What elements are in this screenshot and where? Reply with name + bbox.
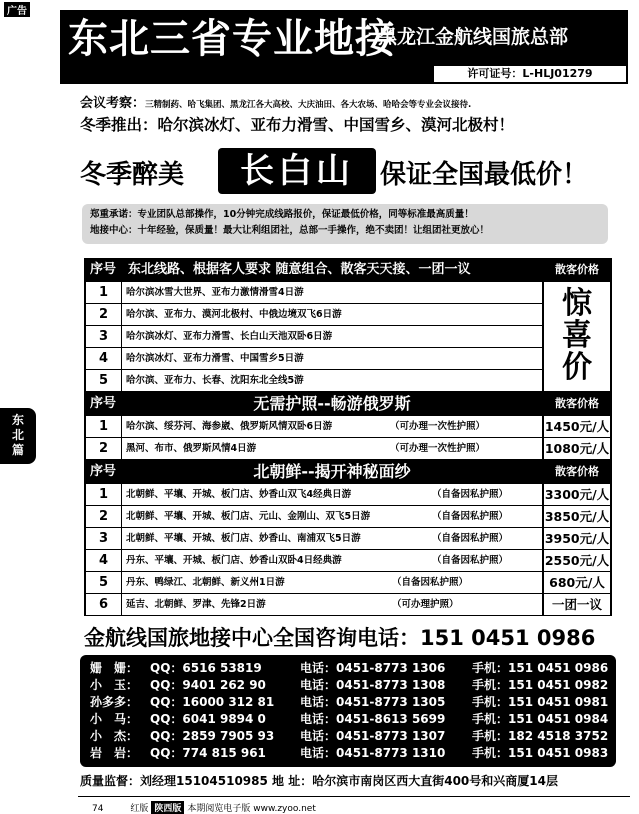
contact-mobile: 手机：151 0451 0981	[472, 695, 609, 709]
table-header	[84, 392, 612, 416]
section-tab-northeast	[0, 408, 36, 464]
contacts-box	[80, 655, 616, 767]
row-no: 2	[86, 506, 122, 527]
quality-supervision: 质量监督：刘经理15104510985	[80, 774, 268, 788]
promo-left: 冬季醉美	[80, 160, 185, 190]
edition-label: 红版	[130, 804, 149, 814]
table-row	[84, 416, 612, 438]
site-text: 本期阅览电子版 www.zyoo.net	[187, 804, 316, 814]
row-desc	[122, 572, 544, 593]
table-header	[84, 258, 612, 282]
surprise-char-1: 惊	[562, 286, 592, 321]
table-row	[84, 438, 612, 460]
contact-name: 岩 岩：	[90, 746, 139, 760]
row-no: 5	[86, 572, 122, 593]
russia-routes-table	[84, 392, 612, 460]
contact-name: 小 杰：	[90, 729, 139, 743]
surprise-price-cell	[542, 282, 612, 392]
col-title: 无需护照--畅游俄罗斯	[253, 394, 411, 413]
row-price: 3850元/人	[542, 506, 612, 527]
row-price: 3950元/人	[542, 528, 612, 549]
contact-row	[88, 711, 608, 728]
table-row	[84, 550, 612, 572]
col-no: 序号	[89, 262, 116, 277]
col-no: 序号	[89, 396, 116, 411]
contact-tel: 电话：0451-8773 1307	[300, 729, 446, 743]
contact-mobile: 手机：151 0451 0982	[472, 678, 609, 692]
contact-tel: 电话：0451-8773 1310	[300, 746, 446, 760]
col-title: 北朝鲜--揭开神秘面纱	[253, 462, 411, 481]
meeting-line	[80, 92, 471, 111]
contact-row	[88, 677, 608, 694]
meeting-text: 三精制药、哈飞集团、黑龙江各大高校、大庆油田、各大农场、哈哈会等专业会议接待.	[145, 100, 472, 110]
row-desc-text: 黑河、布市、俄罗斯风情4日游	[126, 443, 257, 454]
table-row	[84, 506, 612, 528]
row-note: （可办理一次性护照）	[390, 421, 486, 432]
row-price: 1080元/人	[542, 438, 612, 459]
contact-qq: QQ：774 815 961	[150, 746, 266, 760]
contact-name: 姗 姗：	[90, 661, 139, 675]
row-desc: 哈尔滨冰灯、亚布力滑雪、长白山天池双卧6日游	[126, 331, 333, 342]
row-note: （自备因私护照）	[432, 489, 509, 500]
promise-box	[82, 204, 608, 244]
col-price: 散客价格	[555, 397, 599, 410]
side-tab-char-1: 东	[11, 413, 24, 427]
row-desc	[122, 506, 544, 527]
row-desc	[122, 416, 544, 437]
row-price: 一团一议	[542, 594, 612, 615]
table-row	[84, 484, 612, 506]
surprise-char-3: 价	[562, 350, 592, 385]
row-desc: 哈尔滨、亚布力、长春、沈阳东北全线5游	[126, 375, 304, 386]
contact-tel: 电话：0451-8773 1305	[300, 695, 446, 709]
footer-divider	[78, 796, 630, 797]
row-desc-text: 北朝鲜、平壤、开城、板门店、妙香山、南浦双飞5日游	[126, 533, 361, 544]
row-desc-text: 丹东、鸭绿江、北朝鲜、新义州1日游	[126, 577, 285, 588]
northeast-routes-table	[84, 258, 612, 392]
row-no: 1	[86, 416, 122, 437]
row-note: （可办理护照）	[392, 599, 459, 610]
table-row	[84, 304, 612, 326]
promo-banner	[80, 148, 620, 198]
contact-tel: 电话：0451-8613 5699	[300, 712, 446, 726]
table-row	[84, 572, 612, 594]
hotline-number: 151 0451 0986	[420, 626, 596, 650]
row-price: 680元/人	[542, 572, 612, 593]
col-no: 序号	[89, 464, 116, 479]
promise-line-2: 地接中心：十年经验，保质量！最大让利组团社，总部一手操作，绝不卖团！让组团社更放心！	[90, 225, 490, 236]
contact-mobile: 手机：182 4518 3752	[472, 729, 609, 743]
row-desc	[122, 438, 544, 459]
contact-qq: QQ：2859 7905 93	[150, 729, 275, 743]
row-no: 1	[86, 282, 122, 303]
col-price: 散客价格	[555, 465, 599, 478]
row-no: 2	[86, 304, 122, 325]
header-banner	[60, 10, 628, 84]
winter-line	[80, 113, 514, 135]
row-desc-text: 延吉、北朝鲜、罗津、先锋2日游	[126, 599, 266, 610]
side-tab-char-2: 北	[11, 428, 24, 442]
north-korea-routes-table	[84, 460, 612, 616]
row-no: 2	[86, 438, 122, 459]
row-note: （自备因私护照）	[392, 577, 469, 588]
row-desc	[122, 484, 544, 505]
contact-tel: 电话：0451-8773 1308	[300, 678, 446, 692]
promo-right: 保证全国最低价！	[380, 160, 589, 190]
table-row	[84, 326, 612, 348]
contact-qq: QQ：9401 262 90	[150, 678, 266, 692]
contact-qq: QQ：6516 53819	[150, 661, 262, 675]
row-no: 3	[86, 326, 122, 347]
section-badge: 陕西版	[151, 801, 184, 814]
row-note: （自备因私护照）	[432, 533, 509, 544]
row-price: 3300元/人	[542, 484, 612, 505]
surprise-char-2: 喜	[562, 318, 592, 353]
table-row	[84, 348, 612, 370]
row-no: 4	[86, 550, 122, 571]
row-desc	[122, 528, 544, 549]
promise-line-1: 郑重承诺：专业团队总部操作，10分钟完成线路报价，保证最低价格，同等标准最高质量！	[90, 209, 474, 220]
row-no: 1	[86, 484, 122, 505]
row-note: （自备因私护照）	[432, 511, 509, 522]
contact-qq: QQ：16000 312 81	[150, 695, 275, 709]
footer-info	[80, 772, 558, 789]
contact-row	[88, 745, 608, 762]
row-desc: 哈尔滨冰灯、亚布力滑雪、中国雪乡5日游	[126, 353, 304, 364]
row-desc	[122, 594, 544, 615]
contact-mobile: 手机：151 0451 0986	[472, 661, 609, 675]
hotline-heading	[84, 622, 595, 652]
row-desc-text: 北朝鲜、平壤、开城、板门店、元山、金刚山、双飞5日游	[126, 511, 371, 522]
row-desc-text: 北朝鲜、平壤、开城、板门店、妙香山双飞4经典日游	[126, 489, 352, 500]
row-desc-text: 哈尔滨、绥芬河、海参崴、俄罗斯风情双卧6日游	[126, 421, 333, 432]
contact-mobile: 手机：151 0451 0984	[472, 712, 609, 726]
row-no: 6	[86, 594, 122, 615]
license-number: 许可证号：L-HLJ01279	[432, 64, 628, 84]
contact-row	[88, 728, 608, 745]
col-title: 东北线路、根据客人要求 随意组合、散客天天接、一团一议	[128, 262, 471, 277]
row-note: （自备因私护照）	[432, 555, 509, 566]
table-row	[84, 282, 612, 304]
contact-mobile: 手机：151 0451 0983	[472, 746, 609, 760]
promo-changbaishan-logo: 长白山	[218, 148, 376, 194]
row-desc	[122, 550, 544, 571]
row-no: 5	[86, 370, 122, 391]
winter-label: 冬季推出：	[80, 116, 158, 134]
contact-row	[88, 694, 608, 711]
contact-tel: 电话：0451-8773 1306	[300, 661, 446, 675]
header-agency-name: 黑龙江金航线国旅总部	[378, 26, 569, 48]
contact-row	[88, 660, 608, 677]
page-number: 74	[92, 804, 104, 814]
hotline-label: 金航线国旅地接中心全国咨询电话：	[84, 626, 420, 650]
contact-name: 小 玉：	[90, 678, 139, 692]
ad-tag: 广告	[4, 2, 30, 17]
table-row	[84, 528, 612, 550]
table-header	[84, 460, 612, 484]
contact-name: 小 马：	[90, 712, 139, 726]
header-main-title: 东北三省专业地接	[68, 16, 396, 62]
row-desc: 哈尔滨、亚布力、漠河北极村、中俄边境双飞6日游	[126, 309, 342, 320]
table-row	[84, 370, 612, 392]
row-no: 4	[86, 348, 122, 369]
row-desc-text: 丹东、平壤、开城、板门店、妙香山双卧4日经典游	[126, 555, 342, 566]
row-price: 1450元/人	[542, 416, 612, 437]
address: 地 址：哈尔滨市南岗区西大直街400号和兴商厦14层	[272, 774, 558, 788]
row-price: 2550元/人	[542, 550, 612, 571]
table-row	[84, 594, 612, 616]
row-no: 3	[86, 528, 122, 549]
col-price: 散客价格	[555, 263, 599, 276]
contact-qq: QQ：6041 9894 0	[150, 712, 266, 726]
contact-name: 孙多多：	[90, 695, 139, 709]
meeting-label: 会议考察：	[80, 96, 146, 111]
row-desc: 哈尔滨冰雪大世界、亚布力激情滑雪4日游	[126, 287, 304, 298]
winter-text: 哈尔滨冰灯、亚布力滑雪、中国雪乡、漠河北极村！	[157, 116, 515, 134]
side-tab-char-3: 篇	[11, 443, 24, 457]
row-note: （可办理一次性护照）	[390, 443, 486, 454]
page-footer	[92, 801, 316, 814]
